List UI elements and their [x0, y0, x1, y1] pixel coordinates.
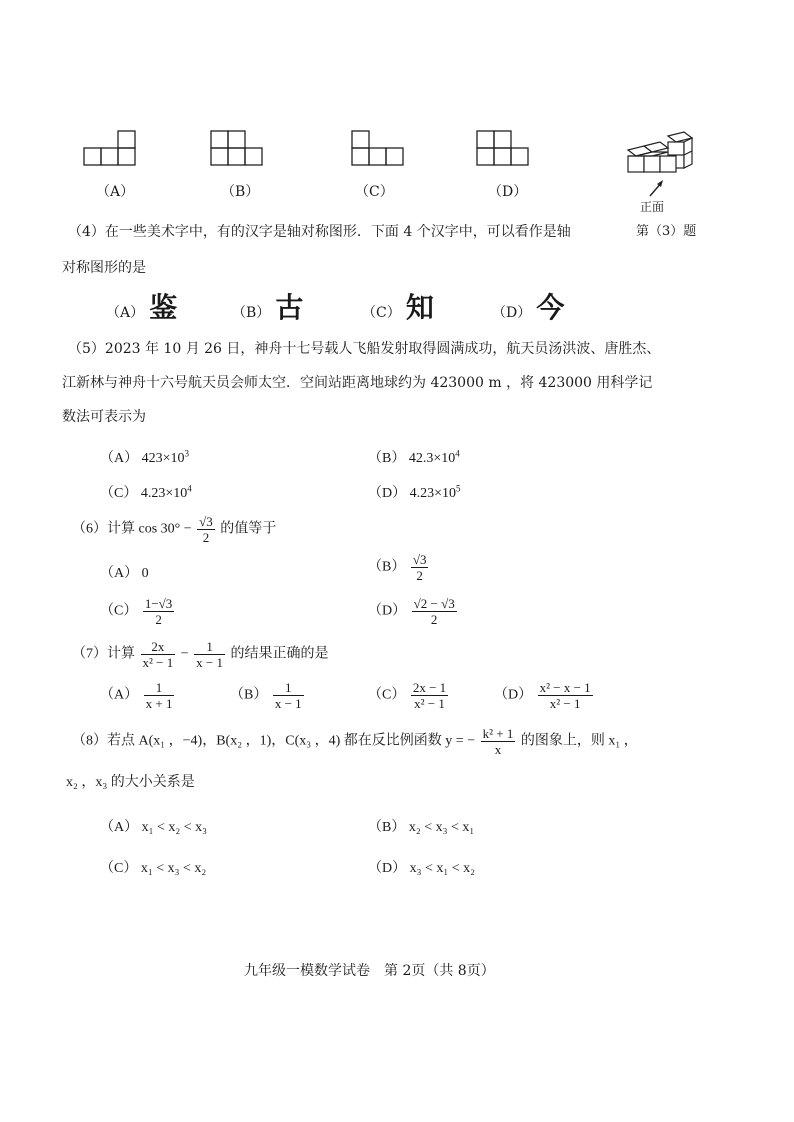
q4-option-c-label: （C）	[362, 305, 401, 321]
q5-option-a	[100, 447, 189, 467]
q6-stem-frac-num: √3	[199, 514, 213, 529]
q6-stem-suffix: 的值等于	[220, 521, 277, 537]
q4-option-d-label: （D）	[492, 305, 532, 321]
q6-option-c-den: 2	[155, 612, 162, 627]
q7-option-d	[494, 680, 595, 711]
q7-stem	[72, 639, 328, 670]
q3-figure-a	[82, 128, 142, 170]
q4-option-b-label: （B）	[232, 305, 271, 321]
q3-solid-figure	[622, 128, 702, 208]
q8-stem-fraction	[481, 726, 516, 757]
q8-frac-num: k² + 1	[482, 726, 514, 741]
q8-option-b-label: （B）	[368, 820, 406, 835]
q6-option-b-num: √3	[412, 552, 427, 567]
q3-option-d-label: （D）	[488, 184, 528, 200]
q7-option-d-label: （D）	[494, 687, 533, 703]
q5-option-a-base: 423×10	[141, 451, 185, 466]
q4-option-b-char: 古	[275, 291, 304, 324]
q5-option-c-base: 4.23×10	[140, 486, 188, 501]
q8-option-b-text: x₂ < x₃ < x₁	[408, 820, 475, 835]
q8-option-c-label: （C）	[100, 861, 138, 876]
q7-option-d-num: x² − x − 1	[539, 680, 591, 695]
q7-option-c-num: 2x − 1	[412, 680, 447, 695]
q7-option-c-fraction	[411, 680, 448, 711]
q8-option-c-text: x₁ < x₃ < x₂	[140, 861, 207, 876]
q7-stem-fraction-2	[194, 639, 225, 670]
q7-f2-num: 1	[194, 639, 225, 655]
q6-option-d-den: 2	[430, 612, 438, 627]
q7-option-a-num: 1	[144, 680, 175, 696]
q7-option-c-den: x² − 1	[414, 696, 445, 711]
q3-figure-b	[209, 128, 269, 170]
q5-option-c-label: （C）	[100, 486, 138, 501]
q7-option-c-label: （C）	[368, 687, 406, 703]
q4-option-d-char: 今	[536, 291, 565, 324]
q4-option-a-label: （A）	[106, 305, 145, 321]
q4-option-c-char: 知	[405, 291, 434, 324]
q6-option-d-label: （D）	[368, 603, 407, 619]
q5-option-a-exp: 3	[184, 448, 190, 459]
q6-option-d-num: √2 − √3	[413, 596, 455, 611]
q5-option-c	[100, 482, 192, 502]
q6-stem-expr: cos 30° −	[138, 521, 192, 537]
q7-option-d-fraction	[538, 680, 593, 711]
q6-option-c-label: （C）	[100, 603, 138, 619]
q4-option-d	[492, 292, 564, 324]
q6-option-c-num: 1−√3	[144, 596, 173, 611]
q8-option-d	[368, 857, 475, 877]
q6-option-b	[368, 552, 430, 583]
q3-option-b-label: （B）	[221, 184, 260, 200]
q8-frac-den: x	[494, 742, 502, 757]
q8-option-d-label: （D）	[368, 861, 407, 876]
q5-option-b-label: （B）	[368, 451, 406, 466]
q4-option-a	[106, 292, 177, 324]
q4-option-b	[232, 292, 303, 324]
q6-option-b-fraction	[411, 552, 429, 583]
q4-option-c	[362, 292, 434, 324]
q7-stem-suffix: 的结果正确的是	[230, 646, 329, 662]
q5-option-a-label: （A）	[100, 451, 139, 466]
q4-stem-line1: （4）在一些美术字中，有的汉字是轴对称图形．下面 4 个汉字中，可以看作是轴	[68, 224, 571, 240]
q5-option-d-exp: 5	[456, 483, 461, 494]
q7-option-b-label: （B）	[230, 687, 268, 703]
q7-option-b-fraction	[273, 680, 304, 711]
q8-stem-prefix: （8）若点 A(x₁ ，−4)，B(x₂ ，1)，C(x₃ ，4) 都在反比例函数 y = −	[72, 733, 476, 749]
q7-f1-num: 2x	[141, 639, 176, 655]
q6-option-c	[100, 596, 176, 627]
q5-option-c-exp: 4	[187, 483, 192, 494]
page-footer: 九年级一模数学试卷 第 2页（共 8页）	[244, 963, 495, 979]
q5-line2: 江新林与神舟十六号航天员会师太空．空间站距离地球约为 423000 m ，将 423000 用科学记	[62, 375, 653, 391]
q5-option-d	[368, 482, 461, 502]
q5-line1: （5）2023 年 10 月 26 日，神舟十七号载人飞船发射取得圆满成功，航天员汤洪波、唐胜杰、	[68, 341, 661, 357]
q4-option-a-char: 鉴	[149, 291, 178, 324]
q6-option-d-fraction	[412, 596, 457, 627]
q3-front-label: 正面	[640, 200, 665, 214]
q3-option-c-label: （C）	[355, 184, 394, 200]
q7-option-b	[230, 680, 306, 711]
q8-option-b	[368, 816, 474, 836]
q7-stem-fraction-1	[141, 639, 176, 670]
q7-option-b-den: x − 1	[274, 696, 302, 711]
q6-option-b-label: （B）	[368, 559, 406, 575]
q8-option-d-text: x₃ < x₁ < x₂	[409, 861, 476, 876]
q5-option-d-label: （D）	[368, 486, 407, 501]
q4-stem-line2: 对称图形的是	[62, 260, 146, 276]
q8-option-a-text: x₁ < x₂ < x₃	[141, 820, 208, 835]
q3-caption: 第（3）题	[636, 224, 697, 239]
q7-stem-prefix: （7）计算	[72, 646, 135, 662]
q7-stem-minus: −	[180, 646, 189, 662]
q7-f1-den: x² − 1	[142, 655, 174, 670]
q5-option-b-exp: 4	[455, 448, 460, 459]
q7-option-a-den: x + 1	[145, 696, 173, 711]
q8-stem-line2: x₂ ，x₃ 的大小关系是	[66, 775, 195, 790]
q6-stem-frac-den: 2	[202, 530, 210, 545]
q8-option-c	[100, 857, 206, 877]
q6-option-c-fraction	[143, 596, 174, 627]
q3-option-a-label: （A）	[96, 184, 135, 200]
q6-option-d	[368, 596, 459, 627]
q6-option-b-den: 2	[416, 568, 423, 583]
q8-option-a	[100, 816, 207, 836]
q8-option-a-label: （A）	[100, 820, 139, 835]
q3-figure-d	[475, 128, 535, 170]
q8-stem	[72, 726, 638, 757]
q6-stem-fraction	[197, 514, 215, 545]
q3-figure-c	[350, 128, 410, 170]
q7-option-b-num: 1	[273, 680, 304, 696]
q7-option-c	[368, 680, 450, 711]
q6-stem	[72, 514, 276, 545]
q5-option-d-base: 4.23×10	[409, 486, 457, 501]
q7-option-a-label: （A）	[100, 687, 139, 703]
q6-stem-prefix: （6）计算	[72, 521, 135, 537]
q5-line3: 数法可表示为	[62, 409, 146, 425]
q6-option-a	[100, 562, 149, 582]
q7-f2-den: x − 1	[196, 655, 223, 670]
q6-option-a-text: 0	[141, 566, 149, 581]
q7-option-a	[100, 680, 176, 711]
q8-stem-suffix: 的图象上，则 x₁ ，	[520, 733, 638, 749]
q5-option-b	[368, 447, 460, 467]
q7-option-d-den: x² − 1	[549, 696, 581, 711]
q7-option-a-fraction	[144, 680, 175, 711]
q6-option-a-label: （A）	[100, 566, 139, 581]
q5-option-b-base: 42.3×10	[408, 451, 456, 466]
